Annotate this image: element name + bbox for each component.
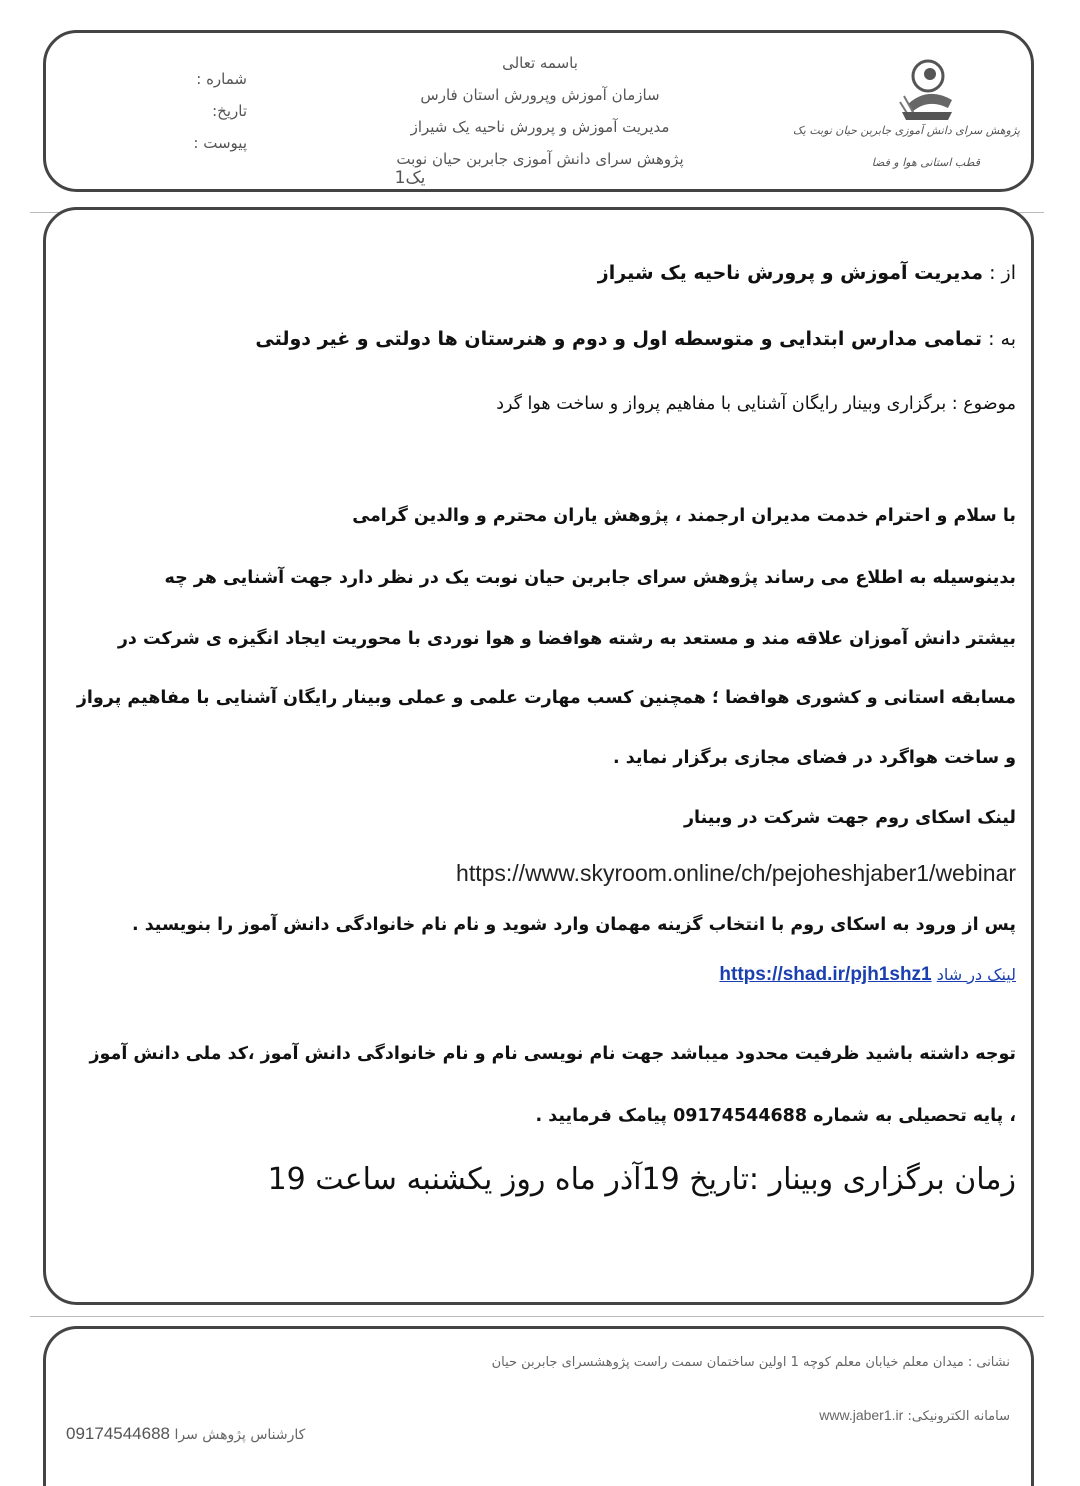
note-line-2: ، پایه تحصیلی به شماره 09174544688 پیامک فرمایید . xyxy=(535,1106,1016,1126)
to-value: تمامی مدارس ابتدایی و متوسطه اول و دوم و هنرستان ها دولتی و غیر دولتی xyxy=(255,328,983,350)
subject-label: موضوع : xyxy=(951,394,1016,414)
body-line-1: بدینوسیله به اطلاع می رساند پژوهش سرای جابربن حیان نوبت یک در نظر دارد جهت آشنایی هر چه xyxy=(164,568,1016,588)
header-line-5: یک1 xyxy=(394,168,426,188)
body-line-2: بیشتر دانش آموزان علاقه مند و مستعد به رشته هوافضا و هوا نوردی با محوریت ایجاد انگیزه ی شرکت در xyxy=(117,629,1016,649)
schedule-line: زمان برگزاری وبینار :تاریخ 19آذر ماه روز یکشنبه ساعت 19 xyxy=(267,1162,1016,1197)
header-line-1: باسمه تعالی xyxy=(502,54,578,72)
subject-value: برگزاری وبینار رایگان آشنایی با مفاهیم پرواز و ساخت هوا گرد xyxy=(496,394,947,414)
subject-line xyxy=(496,394,1016,414)
shad-link[interactable]: https://shad.ir/pjh1shz1 xyxy=(719,964,932,985)
website-url[interactable]: www.jaber1.ir xyxy=(819,1407,904,1423)
body-line-3: مسابقه استانی و کشوری هوافضا ؛ همچنین کسب مهارت علمی و عملی وبینار رایگان آشنایی با مفاهیم پرواز xyxy=(76,688,1016,708)
number-label: شماره : xyxy=(196,70,247,88)
footer-divider xyxy=(30,1316,1044,1317)
logo-text-1: پژوهش سرای دانش آموزی جابربن حیان نوبت یک xyxy=(792,124,1020,137)
website-label: سامانه الکترونیکی: xyxy=(907,1409,1010,1424)
footer-frame xyxy=(43,1326,1034,1486)
to-label: به : xyxy=(988,328,1016,350)
header-line-2: سازمان آموزش وپرورش استان فارس xyxy=(420,86,660,104)
header-line-4: پژوهش سرای دانش آموزی جابربن حیان نوبت xyxy=(396,150,684,168)
header-line-3: مدیریت آموزش و پرورش ناحیه یک شیراز xyxy=(410,118,670,136)
shad-link-line[interactable] xyxy=(719,964,1016,986)
institute-logo xyxy=(792,56,1020,186)
greeting: با سلام و احترام خدمت مدیران ارجمند ، پژوهش یاران محترم و والدین گرامی xyxy=(352,506,1016,526)
from-label: از : xyxy=(989,262,1016,284)
instruction-line: پس از ورود به اسکای روم با انتخاب گزینه مهمان وارد شوید و نام نام خانوادگی دانش آموز را بنویسید . xyxy=(131,915,1016,935)
skyroom-label: لینک اسکای روم جهت شرکت در وبینار xyxy=(683,808,1016,828)
attachment-label: پیوست : xyxy=(193,134,247,152)
footer-address: نشانی : میدان معلم خیابان معلم کوچه 1 اولین ساختمان سمت راست پژوهشسرای جابربن حیان xyxy=(491,1355,1010,1370)
body-line-4: و ساخت هواگرد در فضای مجازی برگزار نماید . xyxy=(613,748,1016,768)
expert-label: کارشناس پژوهش سرا xyxy=(174,1427,306,1443)
from-line xyxy=(598,262,1016,284)
logo-text-2: قطب استانی هوا و فضا xyxy=(871,156,980,169)
skyroom-link[interactable]: https://www.skyroom.online/ch/pejoheshjaber1/webinar xyxy=(456,860,1016,886)
expert-phone: 09174544688 xyxy=(66,1424,171,1443)
website-line xyxy=(819,1407,1010,1424)
shad-label[interactable]: لینک در شاد xyxy=(936,965,1016,984)
note-line-1: توجه داشته باشید ظرفیت محدود میباشد جهت نام نویسی نام و نام خانوادگی دانش آموز ،کد ملی دانش آموز xyxy=(89,1044,1016,1064)
expert-line xyxy=(66,1424,305,1444)
date-label: تاریخ: xyxy=(212,102,247,120)
to-line xyxy=(255,328,1016,350)
from-value: مدیریت آموزش و پرورش ناحیه یک شیراز xyxy=(597,262,984,284)
